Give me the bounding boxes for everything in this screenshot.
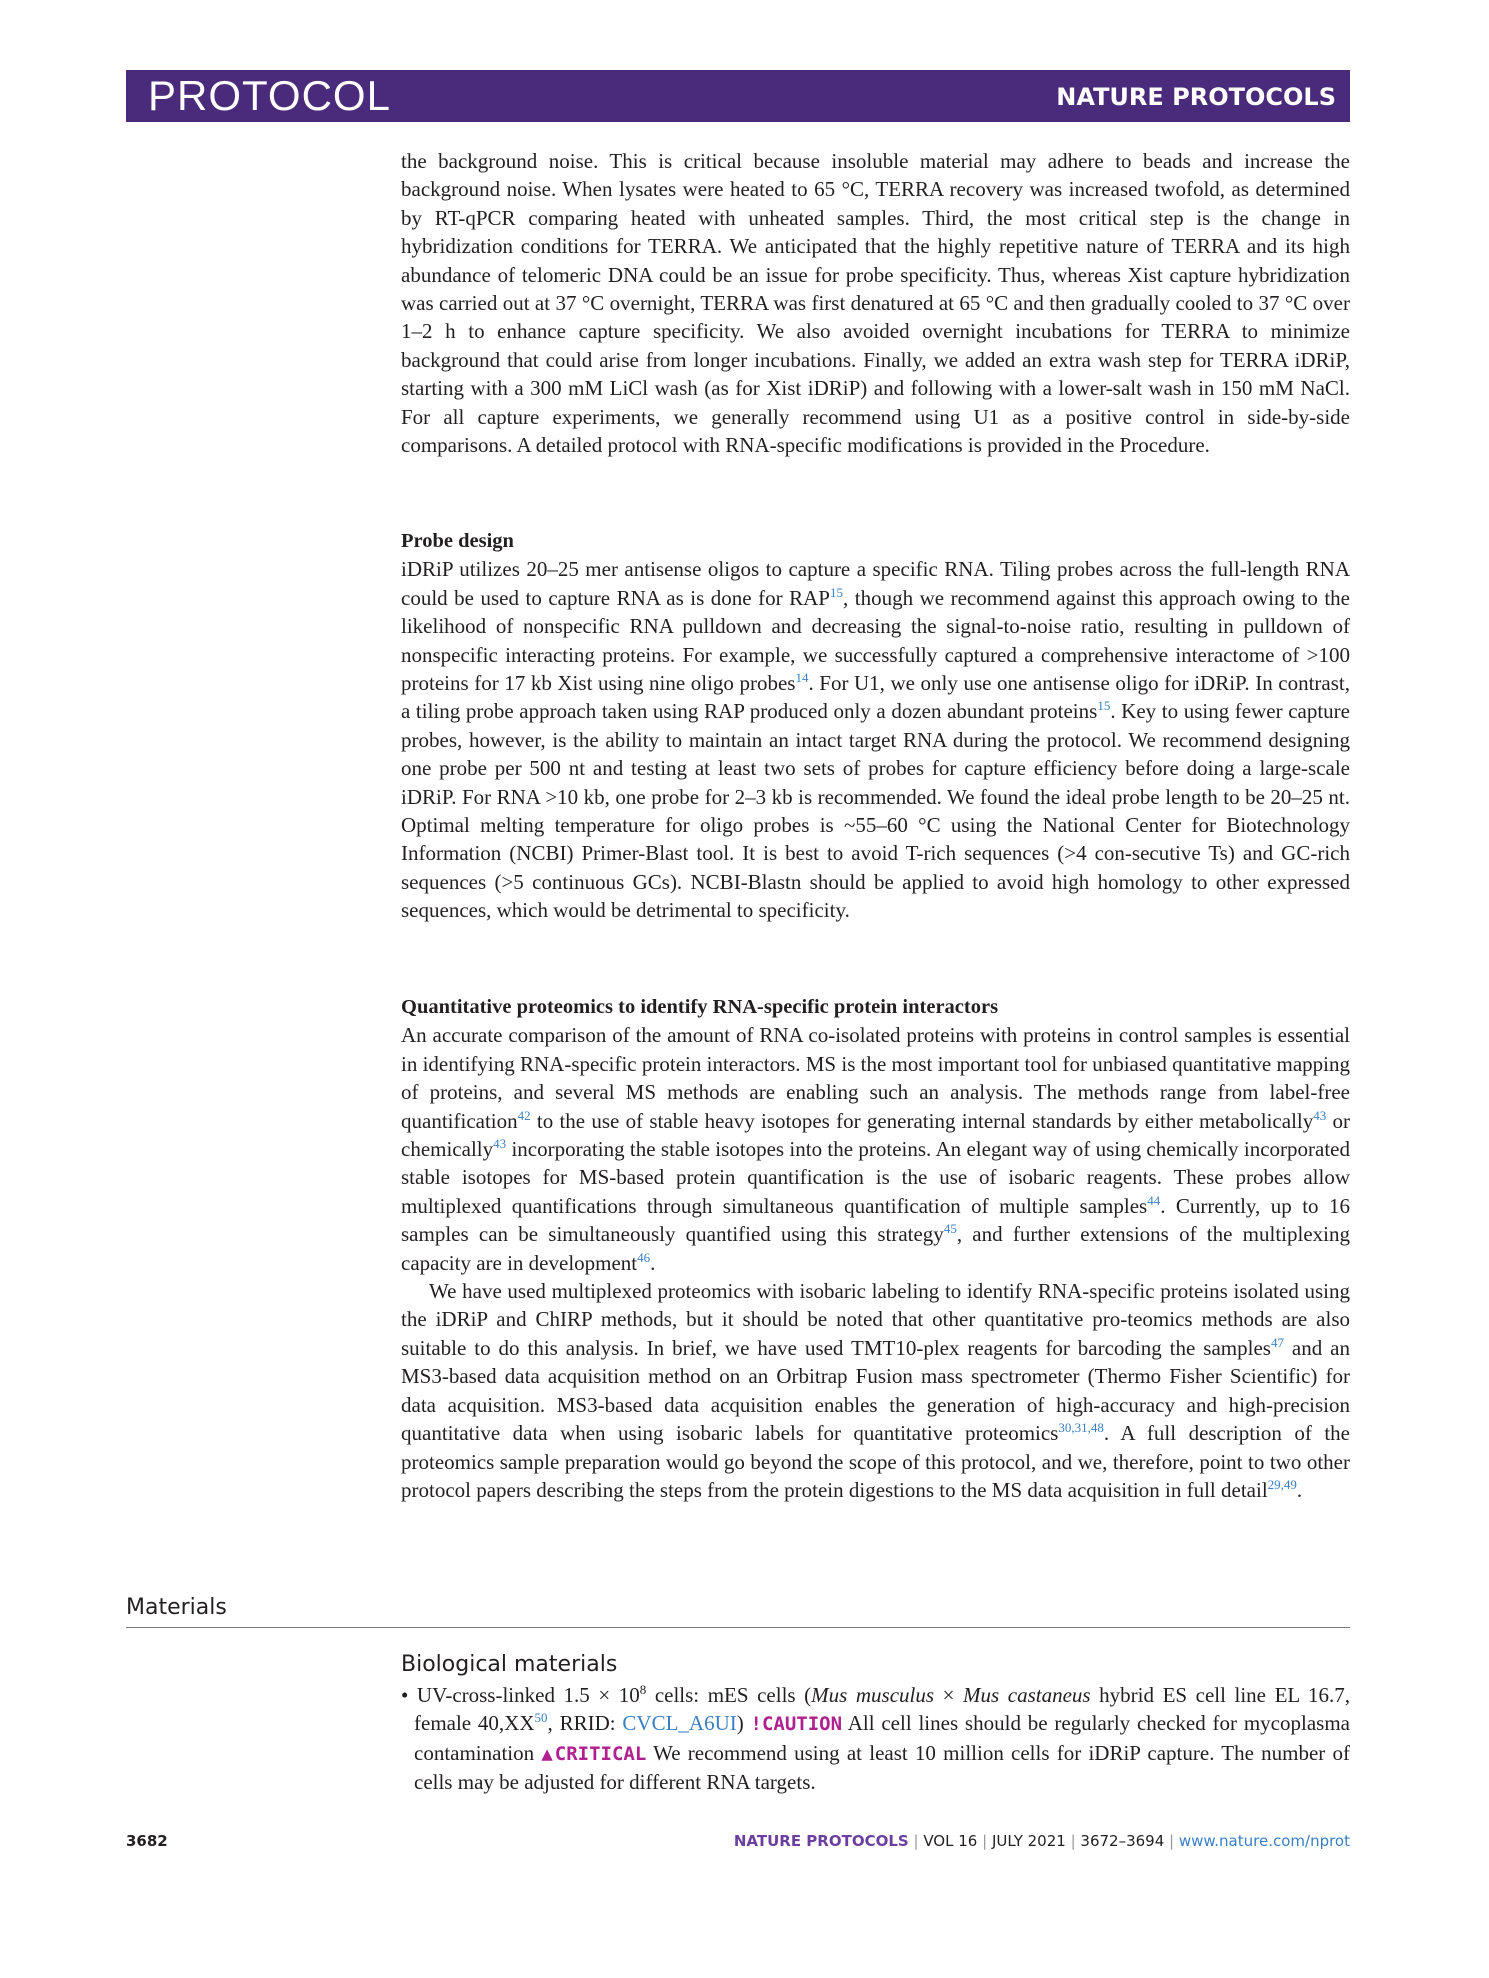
footer-volume: VOL 16 [923, 1832, 978, 1850]
citation-link[interactable]: 45 [943, 1221, 957, 1237]
citation-link[interactable]: 46 [637, 1249, 651, 1265]
footer-url-link[interactable]: www.nature.com/nprot [1178, 1832, 1350, 1850]
running-header [126, 70, 1350, 122]
intro-paragraph: the background noise. This is critical because insoluble material may adhere to beads and increase the background noise. When lysates were heated to 65 °C, TERRA recovery was increased twofold, as determined by RT-qPCR comparing heated with unheated samples. Third, the most critical step is the change in hybridization conditions for TERRA. We anticipated that the highly repetitive nature of TERRA and its high abundance of telomeric DNA could be an issue for probe specificity. Thus, whereas Xist capture hybridization was carried out at 37 °C overnight, TERRA was first denatured at 65 °C and then gradually cooled to 37 °C over 1–2 h to enhance capture specificity. We also avoided overnight incubations for TERRA to minimize background that could arise from longer incubations. Finally, we added an extra wash step for TERRA iDRiP, starting with a 300 mM LiCl wash (as for Xist iDRiP) and following with a lower-salt wash in 150 mM NaCl. For all capture experiments, we generally recommend using U1 as a positive control in side-by-side comparisons. A detailed protocol with RNA-specific modifications is provided in the Procedure. [401, 149, 1350, 458]
citation-link[interactable]: 50 [534, 1710, 548, 1726]
footer-pages: 3672–3694 [1080, 1832, 1165, 1850]
probe-design-paragraph: iDRiP utilizes 20–25 mer antisense oligos to capture a specific RNA. Tiling probes across the full-length RNA could be used to capture RNA as is done for RAP$^{15}$, though we recommend against this approach owing to the likelihood of nonspecific RNA pulldown and decreasing the signal-to-noise ratio, resulting in pulldown of nonspecific interacting proteins. For example, we successfully captured a comprehensive interactome of >100 proteins for 17 kb Xist using nine oligo probes$^{14}$. For U1, we only use one antisense oligo for iDRiP. In contrast, a tiling probe approach taken using RAP produced only a dozen abundant proteins$^{15}$. Key to using fewer capture probes, however, is the ability to maintain an intact target RNA during the protocol. We recommend designing one probe per 500 nt and testing at least two sets of probes for capture efficiency before doing a large-scale iDRiP. For RNA >10 kb, one probe for 2–3 kb is recommended. We found the ideal probe length to be 20–25 nt. Optimal melting temperature for oligo probes is ~55–60 °C using the National Center for Biotechnology Information (NCBI) Primer-Blast tool. It is best to avoid T-rich sequences (>4 con-secutive Ts) and GC-rich sequences (>5 continuous GCs). NCBI-Blastn should be applied to avoid high homology to other expressed sequences, which would be detrimental to specificity. [401, 557, 1350, 923]
citation-link[interactable]: 47 [1270, 1334, 1284, 1350]
critical-label: ▲CRITICAL [541, 1742, 647, 1765]
quant-paragraph-1: An accurate comparison of the amount of RNA co-isolated proteins with proteins in control samples is essential in identifying RNA-specific protein interactors. MS is the most important tool for unbiased quantitative mapping of proteins, and several MS methods are enabling such an analysis. The methods range from label-free quantification$^{42}$ to the use of stable heavy isotopes for generating internal standards by either metabolically$^{43}$ or chemically$^{43}$ incorporating the stable isotopes into the proteins. An elegant way of using chemically incorporated stable isotopes for MS-based protein quantification is the use of isobaric reagents. These probes allow multiplexed quantifications through simultaneous quantification of multiple samples$^{44}$. Currently, up to 16 samples can be simultaneously quantified using this strategy$^{45}$, and further extensions of the multiplexing capacity are in development$^{46}$. [401, 1023, 1350, 1275]
citation-link[interactable]: 42 [517, 1107, 531, 1123]
materials-list [401, 1681, 1350, 1797]
footer-citation: NATURE PROTOCOLS | VOL 16 | JULY 2021 | 3672–3694 | www.nature.com/nprot [733, 1832, 1350, 1850]
quant-proteomics-section [401, 993, 1350, 1504]
page-number: 3682 [126, 1832, 168, 1850]
citation-link[interactable]: 30,31,48 [1058, 1420, 1104, 1436]
citation-link[interactable]: 15 [1097, 698, 1111, 714]
header-section-label: PROTOCOL [148, 72, 391, 119]
list-item: • UV-cross-linked $1.5 \times 10^8$ cells: mES cells (Mus musculus × Mus castaneus hybrid ES cell line EL 16.7, female 40,XX$^{50}$, RRID: CVCL_A6UI) !CAUTION All cell lines should be regularly checked for mycoplasma contamination ▲CRITICAL We recommend using at least 10 million cells for iDRiP capture. The number of cells may be adjusted for different RNA targets. [401, 1682, 1351, 1795]
citation-link[interactable]: 43 [1313, 1107, 1327, 1123]
materials-section-title: Materials [126, 1595, 227, 1620]
citation-link[interactable]: 15 [829, 584, 843, 600]
rrid-link[interactable]: CVCL_A6UI [622, 1711, 737, 1736]
citation-link[interactable]: 43 [493, 1136, 507, 1152]
caution-label: !CAUTION [750, 1713, 843, 1736]
citation-link[interactable]: 14 [795, 670, 809, 686]
header-journal-name: NATURE PROTOCOLS [1056, 83, 1336, 111]
intro-block [401, 147, 1350, 459]
probe-design-section [401, 527, 1350, 925]
section-divider [126, 1627, 1350, 1628]
footer-date: JULY 2021 [991, 1832, 1066, 1850]
citation-link[interactable]: 29,49 [1267, 1476, 1297, 1492]
quant-proteomics-heading: Quantitative proteomics to identify RNA-specific protein interactors [401, 996, 999, 1018]
probe-design-heading: Probe design [401, 530, 514, 552]
quant-paragraph-2: We have used multiplexed proteomics with isobaric labeling to identify RNA-specific proteins isolated using the iDRiP and ChIRP methods, but it should be noted that other quantitative pro-teomics methods are also suitable to do this analysis. In brief, we have used TMT10-plex reagents for barcoding the samples$^{47}$ and an MS3-based data acquisition method on an Orbitrap Fusion mass spectrometer (Thermo Fisher Scientific) for data acquisition. MS3-based data acquisition enables the generation of high-accuracy and high-precision quantitative data when using isobaric labels for quantitative proteomics$^{30,31,48}$. A full description of the proteomics sample preparation would go beyond the scope of this protocol, and we, therefore, point to two other protocol papers describing the steps from the protein digestions to the MS data acquisition in full detail$^{29,49}$. [401, 1279, 1350, 1502]
footer-journal: NATURE PROTOCOLS [733, 1832, 909, 1850]
citation-link[interactable]: 44 [1147, 1192, 1161, 1208]
biological-materials-heading: Biological materials [401, 1652, 618, 1677]
